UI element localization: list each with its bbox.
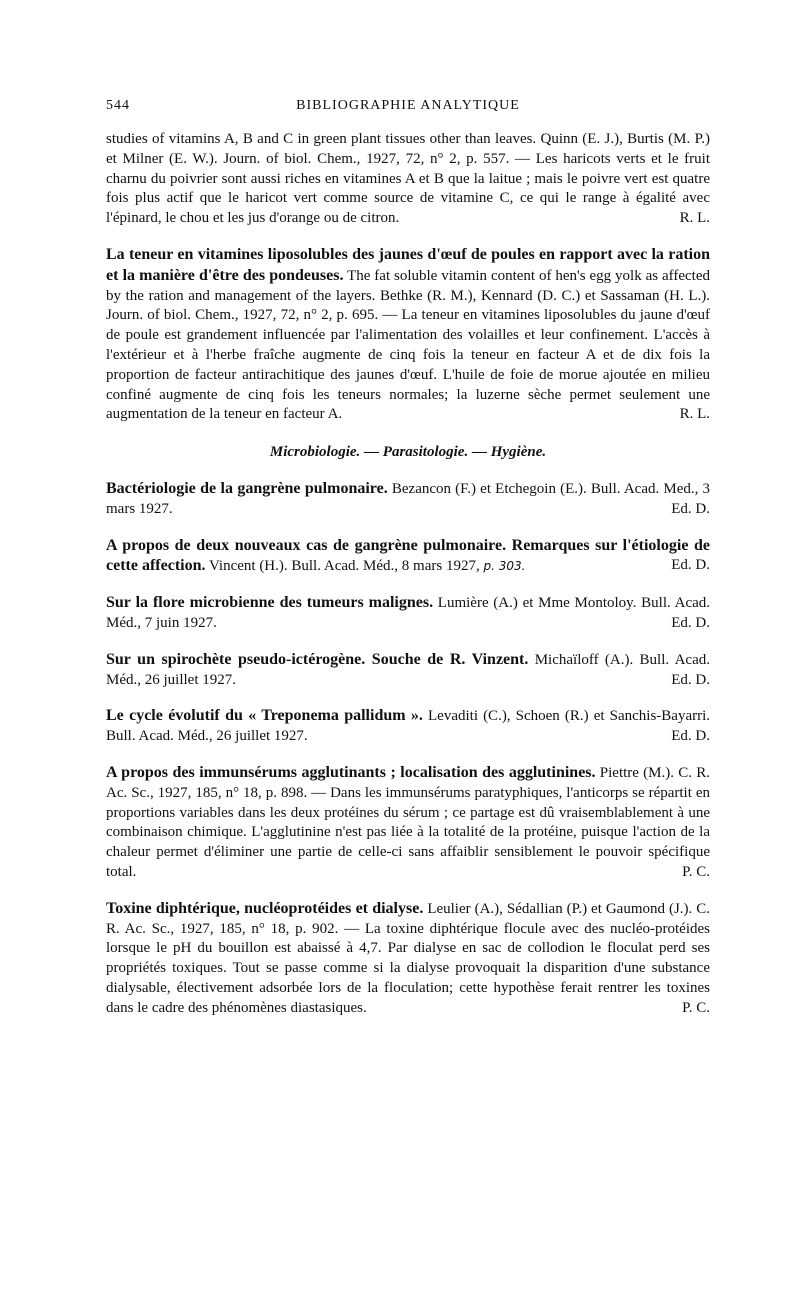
section-heading: Microbiologie. — Parasitologie. — Hygiène. bbox=[269, 444, 547, 461]
abstract-body: Lumière (A.) et Mme Montoloy. Bull. Acad. Méd., 7 juin 1927. bbox=[106, 595, 711, 631]
abstract-entry bbox=[106, 706, 710, 747]
abstract-signature: Ed. D. bbox=[671, 614, 710, 631]
abstract-signature: R. L. bbox=[679, 406, 710, 423]
abstract-entry bbox=[106, 593, 710, 634]
abstract-entry bbox=[106, 245, 710, 425]
abstract-title: A propos des immunsérums agglutinants ; localisation des agglutinines. bbox=[106, 763, 596, 781]
abstract-body: Bezancon (F.) et Etchegoin (E.). Bull. Acad. Med., 3 mars 1927. bbox=[106, 480, 711, 517]
abstract-entry bbox=[106, 899, 710, 1019]
handwritten-annotation: p. 303. bbox=[483, 559, 526, 574]
abstract-signature: R. L. bbox=[679, 210, 710, 227]
abstract-title: Sur la flore microbienne des tumeurs malignes. bbox=[106, 594, 434, 612]
abstract-signature: P. C. bbox=[682, 999, 710, 1016]
abstract-title: La teneur en vitamines liposolubles des jaunes d'œuf de poules en rapport avec la ration et la manière d'être des pondeuses. bbox=[106, 245, 710, 284]
abstract-body: The fat soluble vitamin content of hen's egg yolk as affected by the ration and management of the layers. Bethke (R. M.), Kennard (D. C.) et Sassaman (H. L.). Journ. of biol. Chem., 1927, 72, n° 2, p. 695. — La teneur en vitamines liposolubles du jaune d'œuf de poule est grandement influencée par l'alimentation des volailles et leur confinement. L'accès à l'extérieur et à l'herbe fraîche augmente de cinq fois la teneur en facteur A et de dix fois la proportion de facteur antirachitique des jaunes d'œuf. L'huile de foie de morue ajoutée en milieu confiné augmente de cinq fois les teneurs normales; la luzerne sèche permet seulement une augmentation de la teneur en facteur A. bbox=[106, 267, 710, 423]
abstract-title: Bactériologie de la gangrène pulmonaire. bbox=[106, 479, 388, 497]
abstract-entry bbox=[106, 479, 710, 520]
running-title: BIBLIOGRAPHIE ANALYTIQUE bbox=[296, 98, 520, 113]
abstract-body: Piettre (M.). C. R. Ac. Sc., 1927, 185, n° 18, p. 898. — Dans les immunsérums paratyphiques, l'anticorps se répartit en proportions variables dans les deux protéines du sérum ; ce partage est dû vraisemblablement à une combinaison chimique. L'agglutinine n'est pas liée à la totalité de la protéine, puisque l'action de la chaleur permet d'éliminer une partie de celle-ci sans affaiblir sensiblement le pouvoir spécifique total. bbox=[106, 764, 711, 880]
abstract-body: Levaditi (C.), Schoen (R.) et Sanchis-Bayarri. Bull. Acad. Méd., 26 juillet 1927. bbox=[106, 708, 711, 745]
abstract-title: Le cycle évolutif du « Treponema pallidum ». bbox=[106, 707, 423, 725]
abstract-title: A propos de deux nouveaux cas de gangrène pulmonaire. Remarques sur l'étiologie de cette affection. bbox=[106, 536, 710, 575]
abstract-body: Leulier (A.), Sédallian (P.) et Gaumond (J.). C. R. Ac. Sc., 1927, 185, n° 18, p. 902. — La toxine diphtérique flocule avec des nucléo-protéides lorsque le pH du bouillon est abaissé à 4,7. Par dialyse en sac de collodion le floculat perd ses propriétés toxiques. Tout se passe comme si la dialyse provoquait la disparition d'une substance dialysable, électivement adsorbée lors de la floculation; cette hypothèse ferait rentrer les toxines dans le cadre des phénomènes diastasiques. bbox=[106, 900, 711, 1016]
page-number: 544 bbox=[106, 98, 130, 113]
abstract-body: Michaïloff (A.). Bull. Acad. Méd., 26 juillet 1927. bbox=[106, 651, 710, 688]
abstract-title: Toxine diphtérique, nucléoprotéides et dialyse. bbox=[106, 899, 424, 917]
abstract-signature: P. C. bbox=[682, 863, 710, 880]
abstract-entry bbox=[106, 650, 710, 691]
abstract-signature: Ed. D. bbox=[671, 557, 710, 574]
abstract-title: Sur un spirochète pseudo-ictérogène. Souche de R. Vinzent. bbox=[106, 650, 529, 668]
page-body bbox=[106, 130, 710, 1018]
abstract-entry bbox=[106, 763, 710, 883]
running-head bbox=[106, 98, 710, 122]
abstract-signature: Ed. D. bbox=[671, 500, 710, 517]
abstract-entry bbox=[106, 130, 710, 229]
abstract-body: studies of vitamins A, B and C in green plant tissues other than leaves. Quinn (E. J.), Burtis (M. P.) et Milner (E. W.). Journ. of biol. Chem., 1927, 72, n° 2, p. 557. — Les haricots verts et le fruit charnu du poivrier sont aussi riches en vitamines A et B que la laitue ; mais le poivre vert est quatre fois plus actif que le haricot vert comme source de vitamine C, ce qui le range à égalité avec l'épinard, le chou et les jus d'orange ou de citron. bbox=[106, 131, 710, 227]
abstract-signature: Ed. D. bbox=[671, 728, 710, 745]
abstract-entry bbox=[106, 536, 710, 578]
abstract-signature: Ed. D. bbox=[671, 671, 710, 688]
abstract-body: Vincent (H.). Bull. Acad. Méd., 8 mars 1927, bbox=[208, 558, 480, 575]
